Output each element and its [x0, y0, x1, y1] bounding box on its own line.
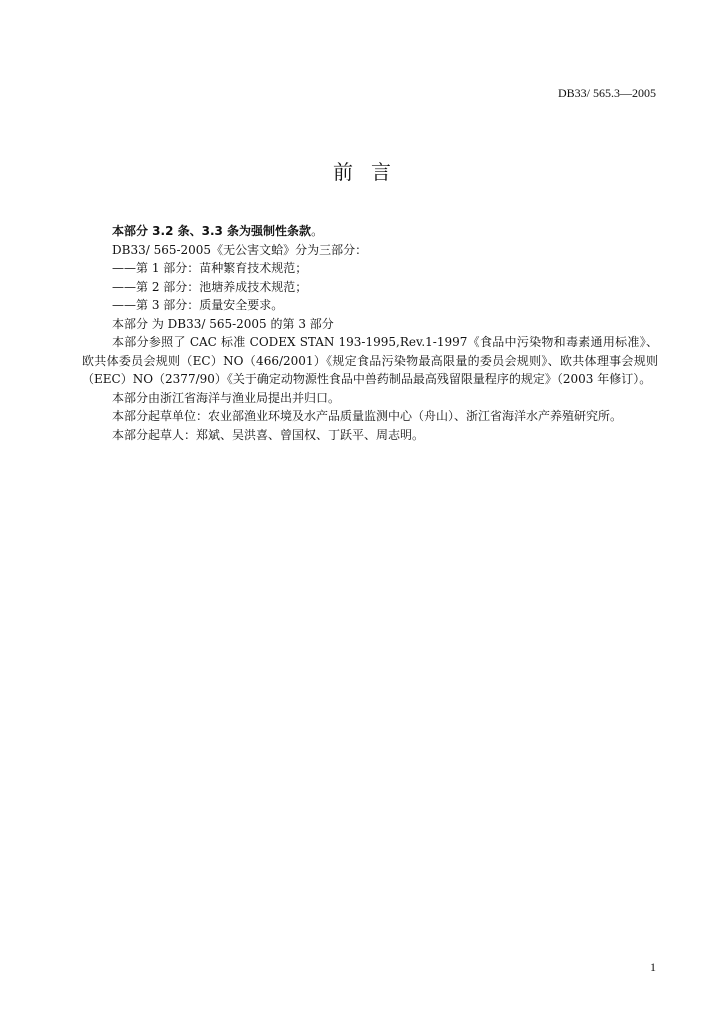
paragraph-drafters: 本部分起草人：郑斌、吴洪喜、曾国权、丁跃平、周志明。 [112, 427, 425, 442]
paragraph-part-1: ——第 1 部分：苗种繁育技术规范； [112, 261, 308, 275]
paragraph-part-3: ——第 3 部分：质量安全要求。 [112, 298, 284, 312]
paragraph-drafting-units: 本部分起草单位：农业部渔业环境及水产品质量监测中心（舟山）、浙江省海洋水产养殖研究所。 [112, 409, 623, 423]
foreword-body [82, 222, 658, 444]
mandatory-clauses-period: 。 [311, 224, 324, 238]
paragraph-this-part: 本部分 为 DB33/ 565-2005 的第 3 部分 [112, 316, 334, 331]
document-code-header: DB33/ 565.3—2005 [557, 86, 656, 100]
paragraph-parts-intro: DB33/ 565-2005《无公害文蛤》分为三部分： [112, 242, 368, 257]
paragraph-part-2: ——第 2 部分：池塘养成技术规范； [112, 279, 308, 294]
mandatory-clauses-bold-text: 本部分 3.2 条、3.3 条为强制性条款 [112, 224, 312, 238]
paragraph-mandatory-clauses [82, 222, 658, 241]
page-title: 前言 [333, 160, 409, 184]
page-number: 1 [650, 960, 656, 974]
paragraph-proposer: 本部分由浙江省海洋与渔业局提出并归口。 [112, 390, 341, 405]
paragraph-references: 本部分参照了 CAC 标准 CODEX STAN 193-1995,Rev.1-1997《食品中污染物和毒素通用标准》、欧共体委员会规则（EC）NO（466/2001）《规定食品污染物最高限量的委员会规则》、欧共体理事会规则（EEC）NO（2377/90）《关于确定动物源性食品中兽药制品最高残留限量程序的规定》（2003 年修订）。 [82, 335, 658, 386]
